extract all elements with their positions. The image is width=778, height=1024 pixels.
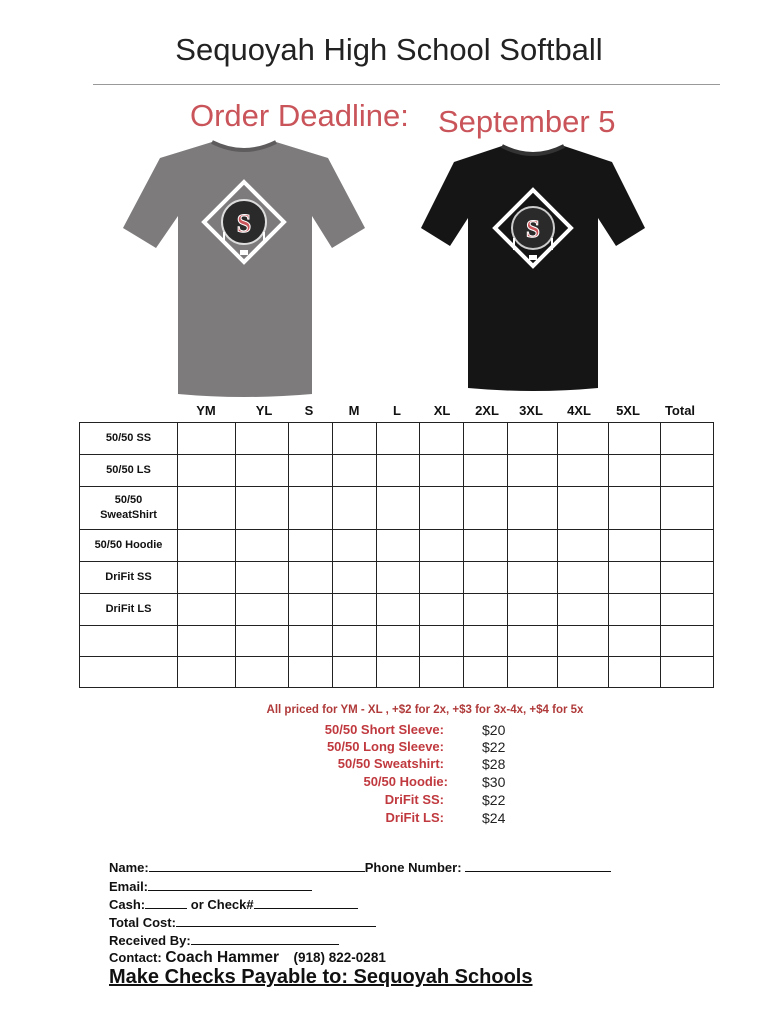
- quantity-cell[interactable]: [333, 562, 377, 594]
- order-table: [79, 422, 714, 688]
- quantity-cell[interactable]: [178, 487, 236, 530]
- deadline-label: Order Deadline:: [190, 98, 409, 133]
- quantity-cell[interactable]: [333, 423, 377, 455]
- page-title: Sequoyah High School Softball: [175, 32, 603, 67]
- quantity-cell[interactable]: [558, 562, 609, 594]
- quantity-cell[interactable]: [333, 594, 377, 626]
- quantity-cell[interactable]: [236, 423, 289, 455]
- quantity-cell[interactable]: [609, 455, 661, 487]
- quantity-cell[interactable]: [508, 423, 558, 455]
- quantity-cell[interactable]: [558, 530, 609, 562]
- received-row: [109, 933, 339, 948]
- price-label: 50/50 Long Sleeve:: [326, 739, 444, 754]
- table-row: [80, 530, 714, 562]
- quantity-cell[interactable]: [289, 530, 333, 562]
- cash-label: Cash:: [109, 897, 146, 912]
- name-label: Name:: [109, 860, 149, 875]
- payable-notice: Make Checks Payable to: Sequoyah Schools: [109, 966, 533, 988]
- received-field[interactable]: [191, 933, 339, 945]
- quantity-cell[interactable]: [377, 626, 420, 657]
- column-header: Total: [664, 403, 696, 418]
- quantity-cell[interactable]: [178, 562, 236, 594]
- quantity-cell[interactable]: [464, 455, 508, 487]
- quantity-cell[interactable]: [464, 657, 508, 688]
- price-label: 50/50 Hoodie:: [363, 774, 448, 789]
- quantity-cell[interactable]: [558, 626, 609, 657]
- row-label: 50/50 LS: [80, 455, 178, 487]
- quantity-cell[interactable]: [289, 423, 333, 455]
- quantity-cell[interactable]: [464, 594, 508, 626]
- column-header: YM: [196, 403, 216, 418]
- total-cell[interactable]: [661, 594, 714, 626]
- quantity-cell[interactable]: [333, 657, 377, 688]
- quantity-cell[interactable]: [558, 594, 609, 626]
- column-header: 2XL: [475, 403, 499, 418]
- quantity-cell[interactable]: [609, 423, 661, 455]
- quantity-cell[interactable]: [508, 657, 558, 688]
- price-value: $22: [482, 792, 506, 808]
- quantity-cell[interactable]: [377, 530, 420, 562]
- quantity-cell[interactable]: [289, 562, 333, 594]
- table-row: [80, 487, 714, 530]
- pricing-note: All priced for YM - XL , +$2 for 2x, +$3 for 3x-4x, +$4 for 5x: [266, 704, 584, 716]
- row-label-line: SweatShirt: [100, 509, 157, 521]
- quantity-cell[interactable]: [333, 626, 377, 657]
- quantity-cell[interactable]: [289, 594, 333, 626]
- quantity-cell[interactable]: [508, 562, 558, 594]
- price-value: $20: [482, 722, 506, 738]
- row-label[interactable]: [80, 657, 178, 688]
- payment-row: [109, 897, 358, 912]
- quantity-cell[interactable]: [289, 657, 333, 688]
- quantity-cell[interactable]: [236, 562, 289, 594]
- column-header: 4XL: [567, 403, 591, 418]
- svg-text:S: S: [526, 216, 540, 243]
- quantity-cell[interactable]: [236, 455, 289, 487]
- coach-name: Coach Hammer: [165, 949, 280, 966]
- check-field[interactable]: [254, 897, 358, 909]
- table-row: [80, 423, 714, 455]
- quantity-cell[interactable]: [289, 626, 333, 657]
- price-row: [0, 792, 778, 810]
- quantity-cell[interactable]: [464, 530, 508, 562]
- quantity-cell[interactable]: [508, 594, 558, 626]
- quantity-cell[interactable]: [464, 487, 508, 530]
- quantity-cell[interactable]: [236, 657, 289, 688]
- quantity-cell[interactable]: [609, 562, 661, 594]
- quantity-cell[interactable]: [508, 455, 558, 487]
- black-tshirt-image: [420, 140, 646, 392]
- total-cell[interactable]: [661, 626, 714, 657]
- quantity-cell[interactable]: [464, 423, 508, 455]
- price-label: 50/50 Short Sleeve:: [324, 722, 444, 737]
- quantity-cell[interactable]: [377, 562, 420, 594]
- price-row: [0, 739, 778, 757]
- quantity-cell[interactable]: [464, 626, 508, 657]
- total-row: [109, 915, 376, 930]
- total-cell[interactable]: [661, 657, 714, 688]
- quantity-cell[interactable]: [333, 487, 377, 530]
- quantity-cell[interactable]: [558, 487, 609, 530]
- quantity-cell[interactable]: [420, 657, 464, 688]
- row-label-line: 50/50: [114, 494, 143, 506]
- gray-tshirt-image: [122, 136, 366, 398]
- quantity-cell[interactable]: [558, 455, 609, 487]
- quantity-cell[interactable]: [178, 594, 236, 626]
- quantity-cell[interactable]: [609, 530, 661, 562]
- quantity-cell[interactable]: [178, 423, 236, 455]
- table-row: [80, 626, 714, 657]
- quantity-cell[interactable]: [178, 657, 236, 688]
- quantity-cell[interactable]: [289, 487, 333, 530]
- contact-label: Contact:: [109, 950, 162, 965]
- email-label: Email:: [109, 879, 149, 894]
- quantity-cell[interactable]: [289, 455, 333, 487]
- price-label: DriFit SS:: [384, 792, 444, 807]
- total-label: Total Cost:: [109, 915, 176, 930]
- quantity-cell[interactable]: [609, 487, 661, 530]
- quantity-cell[interactable]: [236, 530, 289, 562]
- table-row: [80, 657, 714, 688]
- row-label: 50/50 Hoodie: [80, 530, 178, 562]
- quantity-cell[interactable]: [558, 657, 609, 688]
- column-header: XL: [433, 403, 451, 418]
- column-header: 5XL: [616, 403, 640, 418]
- quantity-cell[interactable]: [420, 594, 464, 626]
- total-cell[interactable]: [661, 530, 714, 562]
- quantity-cell[interactable]: [236, 594, 289, 626]
- quantity-cell[interactable]: [508, 487, 558, 530]
- price-value: $24: [482, 810, 506, 826]
- price-value: $30: [482, 774, 506, 790]
- price-row: [0, 756, 778, 774]
- svg-text:S: S: [236, 209, 252, 238]
- price-value: $28: [482, 756, 506, 772]
- table-row: [80, 594, 714, 626]
- quantity-cell[interactable]: [420, 626, 464, 657]
- contact-row: [109, 949, 386, 967]
- name-row: [109, 860, 611, 875]
- row-label: DriFit LS: [80, 594, 178, 626]
- quantity-cell[interactable]: [420, 455, 464, 487]
- name-field[interactable]: [149, 860, 365, 872]
- quantity-cell[interactable]: [377, 423, 420, 455]
- quantity-cell[interactable]: [508, 626, 558, 657]
- quantity-cell[interactable]: [377, 455, 420, 487]
- email-row: [109, 879, 312, 894]
- quantity-cell[interactable]: [236, 626, 289, 657]
- quantity-cell[interactable]: [464, 562, 508, 594]
- email-field[interactable]: [148, 879, 312, 891]
- total-cell[interactable]: [661, 487, 714, 530]
- check-label: or Check#: [190, 897, 254, 912]
- quantity-cell[interactable]: [377, 487, 420, 530]
- quantity-cell[interactable]: [420, 530, 464, 562]
- quantity-cell[interactable]: [333, 530, 377, 562]
- row-label: [80, 487, 178, 530]
- phone-field[interactable]: [465, 860, 611, 872]
- coach-phone: (918) 822-0281: [293, 950, 386, 965]
- column-header: L: [393, 403, 401, 418]
- total-cell[interactable]: [661, 562, 714, 594]
- quantity-cell[interactable]: [420, 423, 464, 455]
- table-row: [80, 455, 714, 487]
- title-divider: [93, 84, 720, 85]
- quantity-cell[interactable]: [609, 657, 661, 688]
- price-row: [0, 722, 778, 740]
- total-field[interactable]: [176, 915, 376, 927]
- deadline-date: September 5: [438, 104, 616, 139]
- row-label[interactable]: [80, 626, 178, 657]
- table-row: [80, 562, 714, 594]
- cash-field[interactable]: [145, 897, 187, 909]
- quantity-cell[interactable]: [420, 487, 464, 530]
- quantity-cell[interactable]: [178, 455, 236, 487]
- column-header: YL: [255, 403, 273, 418]
- total-cell[interactable]: [661, 423, 714, 455]
- quantity-cell[interactable]: [420, 562, 464, 594]
- size-column-headers: [0, 403, 778, 421]
- quantity-cell[interactable]: [377, 594, 420, 626]
- quantity-cell[interactable]: [508, 530, 558, 562]
- price-row: [0, 810, 778, 828]
- column-header: 3XL: [519, 403, 543, 418]
- price-value: $22: [482, 739, 506, 755]
- row-label: DriFit SS: [80, 562, 178, 594]
- quantity-cell[interactable]: [178, 530, 236, 562]
- price-label: 50/50 Sweatshirt:: [337, 756, 444, 771]
- quantity-cell[interactable]: [236, 487, 289, 530]
- quantity-cell[interactable]: [558, 423, 609, 455]
- column-header: S: [304, 403, 314, 418]
- quantity-cell[interactable]: [609, 626, 661, 657]
- quantity-cell[interactable]: [333, 455, 377, 487]
- column-header: M: [348, 403, 360, 418]
- total-cell[interactable]: [661, 455, 714, 487]
- received-label: Received By:: [109, 933, 191, 948]
- quantity-cell[interactable]: [377, 657, 420, 688]
- price-row: [0, 774, 778, 792]
- row-label: 50/50 SS: [80, 423, 178, 455]
- quantity-cell[interactable]: [609, 594, 661, 626]
- price-label: DriFit LS:: [385, 810, 444, 825]
- quantity-cell[interactable]: [178, 626, 236, 657]
- phone-label: Phone Number:: [364, 860, 462, 875]
